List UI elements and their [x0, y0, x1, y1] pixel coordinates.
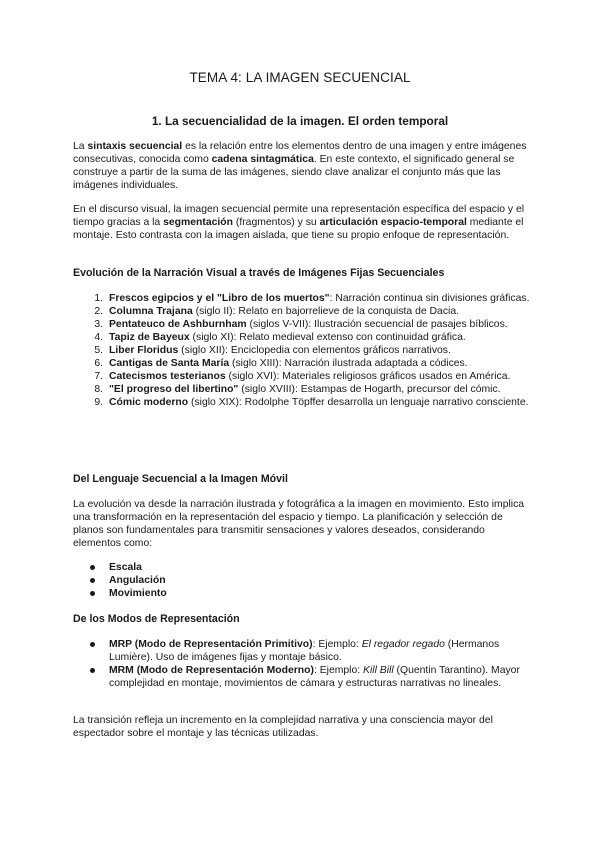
text-run: En el discurso visual, la imagen secuencial permite una representación específica del espacio y el tiempo gracias a la [73, 204, 525, 228]
bullet-icon [90, 591, 95, 596]
bullet-icon [90, 668, 95, 673]
list-item [73, 370, 533, 383]
item-title: "El progreso del libertino" [109, 384, 239, 395]
item-description: (siglo XIII): Narración ilustrada adaptada a códices. [229, 358, 468, 369]
bold-term: articulación espacio-temporal [319, 217, 467, 228]
item-title: Cómic moderno [109, 397, 189, 408]
text-run: (fragmentos) y su [232, 217, 320, 228]
item-title: Tapiz de Bayeux [109, 332, 190, 343]
text-run: : Ejemplo: [312, 639, 362, 650]
list-item [73, 638, 533, 664]
bullet-label: Escala [109, 562, 142, 573]
item-description: (siglo XII): Enciclopedia con elementos gráficos narrativos. [178, 345, 451, 356]
list-item [73, 318, 533, 331]
evolution-list [73, 292, 533, 409]
section-heading: 1. La secuencialidad de la imagen. El orden temporal [151, 114, 449, 128]
conclusion-paragraph: La transición refleja un incremento en la complejidad narrativa y una consciencia mayor del espectador sobre el montaje y las técnicas utilizadas. [73, 715, 493, 739]
bold-term: cadena sintagmática [211, 154, 314, 165]
list-item [73, 292, 533, 305]
list-item [73, 574, 533, 587]
bullet-label: Angulación [109, 575, 166, 586]
bullet-icon [90, 642, 95, 647]
text-run: La [73, 141, 88, 152]
modes-heading: De los Modos de Representación [73, 613, 240, 625]
item-title: Pentateuco de Ashburnham [109, 319, 247, 330]
bullet-icon [90, 565, 95, 570]
list-number: 8. [94, 384, 103, 395]
mode-name: MRM (Modo de Representación Moderno) [109, 665, 314, 676]
item-description: (siglo XI): Relato medieval extenso con continuidad gráfica. [189, 332, 466, 343]
film-title: El regador regado [361, 639, 445, 650]
intro-paragraph-1 [73, 140, 533, 192]
item-title: Catecismos testerianos [109, 371, 226, 382]
text-run: . En este contexto, el significado general se construye a partir de la suma de las imágenes, siendo clave analizar el conjunto más que las imágenes individuales. [73, 154, 515, 191]
text-run: es la relación entre los elementos dentro de una imagen y entre imágenes consecutivas, conocida como [73, 141, 527, 165]
list-item [73, 383, 533, 396]
list-number: 3. [94, 319, 103, 330]
list-number: 1. [94, 293, 103, 304]
mode-name: MRP (Modo de Representación Primitivo) [109, 639, 313, 650]
item-description: (siglo XVIII): Estampas de Hogarth, precursor del cómic. [238, 384, 501, 395]
item-title: Columna Trajana [109, 306, 193, 317]
bullet-label: Movimiento [109, 588, 167, 599]
list-number: 4. [94, 332, 103, 343]
list-item [73, 305, 533, 318]
text-run: : Ejemplo: [313, 665, 364, 676]
list-item [73, 357, 533, 370]
bold-term: sintaxis secuencial [87, 141, 183, 152]
modes-list [73, 638, 533, 690]
page-title: TEMA 4: LA IMAGEN SECUENCIAL [189, 70, 411, 85]
list-number: 2. [94, 306, 103, 317]
list-item [73, 344, 533, 357]
list-item [73, 331, 533, 344]
bold-term: segmentación [163, 217, 233, 228]
item-description: (siglo II): Relato en bajorrelieve de la conquista de Dacia. [192, 306, 459, 317]
bullet-icon [90, 578, 95, 583]
list-number: 6. [94, 358, 103, 369]
text-run: (Hermanos Lumière). Uso de imágenes fijas y montaje básico. [109, 639, 500, 663]
list-number: 9. [94, 397, 103, 408]
list-item [73, 587, 533, 600]
intro-paragraph-2 [73, 203, 533, 242]
language-heading: Del Lenguaje Secuencial a la Imagen Móvil [73, 473, 288, 485]
text-run: mediante el montaje. Esto contrasta con la imagen aislada, que tiene su propio enfoque de representación. [73, 217, 524, 241]
list-item [73, 664, 533, 690]
evolution-heading: Evolución de la Narración Visual a través de Imágenes Fijas Secuenciales [73, 267, 445, 279]
item-title: Frescos egipcios y el "Libro de los muertos" [109, 293, 330, 304]
list-number: 7. [94, 371, 103, 382]
list-number: 5. [94, 345, 103, 356]
list-item [73, 396, 533, 409]
item-description: (siglo XIX): Rodolphe Töpffer desarrolla un lenguaje narrativo consciente. [188, 397, 529, 408]
elements-list [73, 561, 533, 600]
text-run: (Quentin Tarantino). Mayor complejidad en montaje, movimientos de cámara y estructuras narrativas no lineales. [109, 665, 520, 689]
item-description: (siglos V-VII): Ilustración secuencial de pasajes bíblicos. [246, 319, 508, 330]
language-paragraph: La evolución va desde la narración ilustrada y fotográfica a la imagen en movimiento. Esto implica una transformación en la representación del espacio y tiempo. La planificación y selección de planos son fundamentales para transmitir sensaciones y valores deseados, considerando elementos como: [73, 499, 525, 549]
item-title: Cantigas de Santa María [109, 358, 230, 369]
list-item [73, 561, 533, 574]
item-title: Liber Floridus [109, 345, 179, 356]
item-description: : Narración continua sin divisiones gráficas. [329, 293, 530, 304]
film-title: Kill Bill [363, 665, 394, 676]
item-description: (siglo XVI): Materiales religiosos gráficos usados en América. [225, 371, 511, 382]
